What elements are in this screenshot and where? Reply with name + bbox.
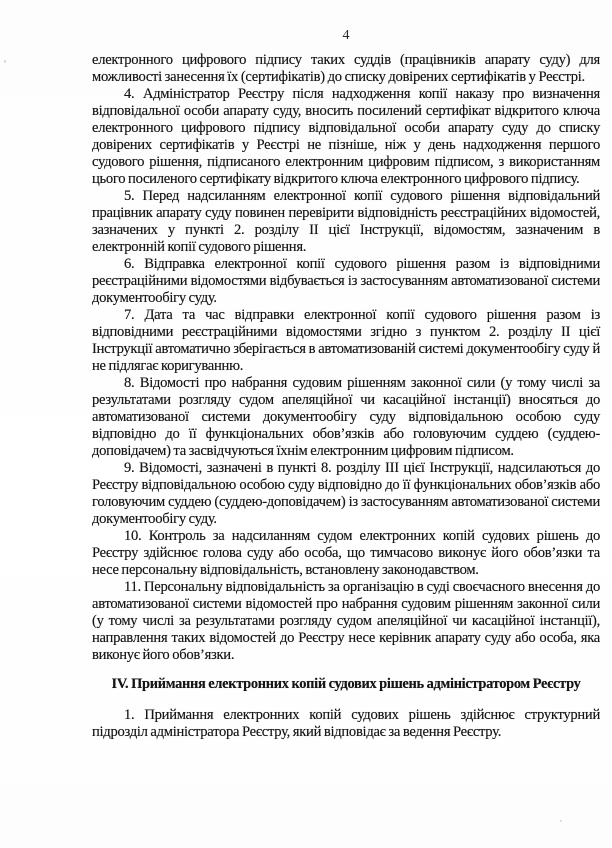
numbered-paragraph: 1. Приймання електронних копій судових рішень здійснює структурний підрозділ адміністратора Реєстру, який відповідає за ведення Реєстру. (92, 707, 600, 740)
section-heading-wrap (92, 676, 600, 693)
numbered-paragraph: 8. Відомості про набрання судовим рішенням законної сили (у тому числі за результатами розгляду судом апеляційної чи касаційної інстанції) вносяться до автоматизованої системи документообігу суду відповідальною особою суду відповідно до її функціональних обов’язків або головуючим суддею (суддею-доповідачем) та засвідчуються їхнім електронним цифровим підписом. (92, 375, 600, 459)
page-number: 4 (342, 28, 350, 43)
numbered-paragraph: 7. Дата та час відправки електронної копії судового рішення разом із відповідними реєстраційними відомостями згідно з пунктом 2. розділу II цієї Інструкції автоматично зберігається в автоматизованій системі документообігу суду й не підлягає коригуванню. (92, 307, 600, 374)
section-iv-paragraphs (92, 707, 600, 741)
scan-speckle (417, 104, 420, 106)
numbered-paragraph: 4. Адміністратор Реєстру після надходження копії наказу про визначення відповідальної особи апарату суду, вносить посилений сертифікат відкритого ключа електронного цифрового підпису відповідальної особи апарату суду до списку довірених сертифікатів у Реєстрі не пізніше, ніж у день надходження першого судового рішення, підписаного електронним цифровим підписом, з використанням цього посиленого сертифікату відкритого ключа електронного цифрового підпису. (92, 86, 600, 187)
numbered-paragraph: 9. Відомості, зазначені в пункті 8. розділу III цієї Інструкції, надсилаються до Реєстру відповідальною особою суду відповідно до її функціональних обов’язків або головуючим суддею (суддею-доповідачем) із застосуванням автоматизованої системи документообігу суду. (92, 460, 600, 527)
section-iii-paragraphs (92, 86, 600, 664)
section-iv-heading: IV. Приймання електронних копій судових рішень адміністратором Реєстру (111, 676, 581, 692)
numbered-paragraph: 5. Перед надсиланням електронної копії судового рішення відповідальний працівник апарату суду повинен перевірити відповідність реєстраційних відомостей, зазначених у пункті 2. розділу II цієї Інструкції, відомостям, зазначеним в електронній копії судового рішення. (92, 188, 600, 255)
paragraph-continuation: електронного цифрового підпису таких суддів (працівників апарату суду) для можливості занесення їх (сертифікатів) до списку довірених сертифікатів у Реєстрі. (92, 52, 600, 85)
scan-speckle (560, 820, 562, 822)
document-content (92, 52, 600, 741)
scan-speckle (4, 60, 6, 63)
numbered-paragraph: 11. Персональну відповідальність за організацію в суді своєчасного внесення до автоматизованої системи відомостей про набрання судовим рішенням законної сили (у тому числі за результатами розгляду судом апеляційної чи касаційної інстанції), направлення таких відомостей до Реєстру несе керівник апарату суду або особа, яка виконує його обов’язки. (92, 579, 600, 663)
numbered-paragraph: 10. Контроль за надсиланням судом електронних копій судових рішень до Реєстру здійснює голова суду або особа, що тимчасово виконує його обов’язки та несе персональну відповідальність, встановлену законодавством. (92, 528, 600, 578)
numbered-paragraph: 6. Відправка електронної копії судового рішення разом із відповідними реєстраційними відомостями відбувається із застосуванням автоматизованої системи документообігу суду. (92, 256, 600, 306)
